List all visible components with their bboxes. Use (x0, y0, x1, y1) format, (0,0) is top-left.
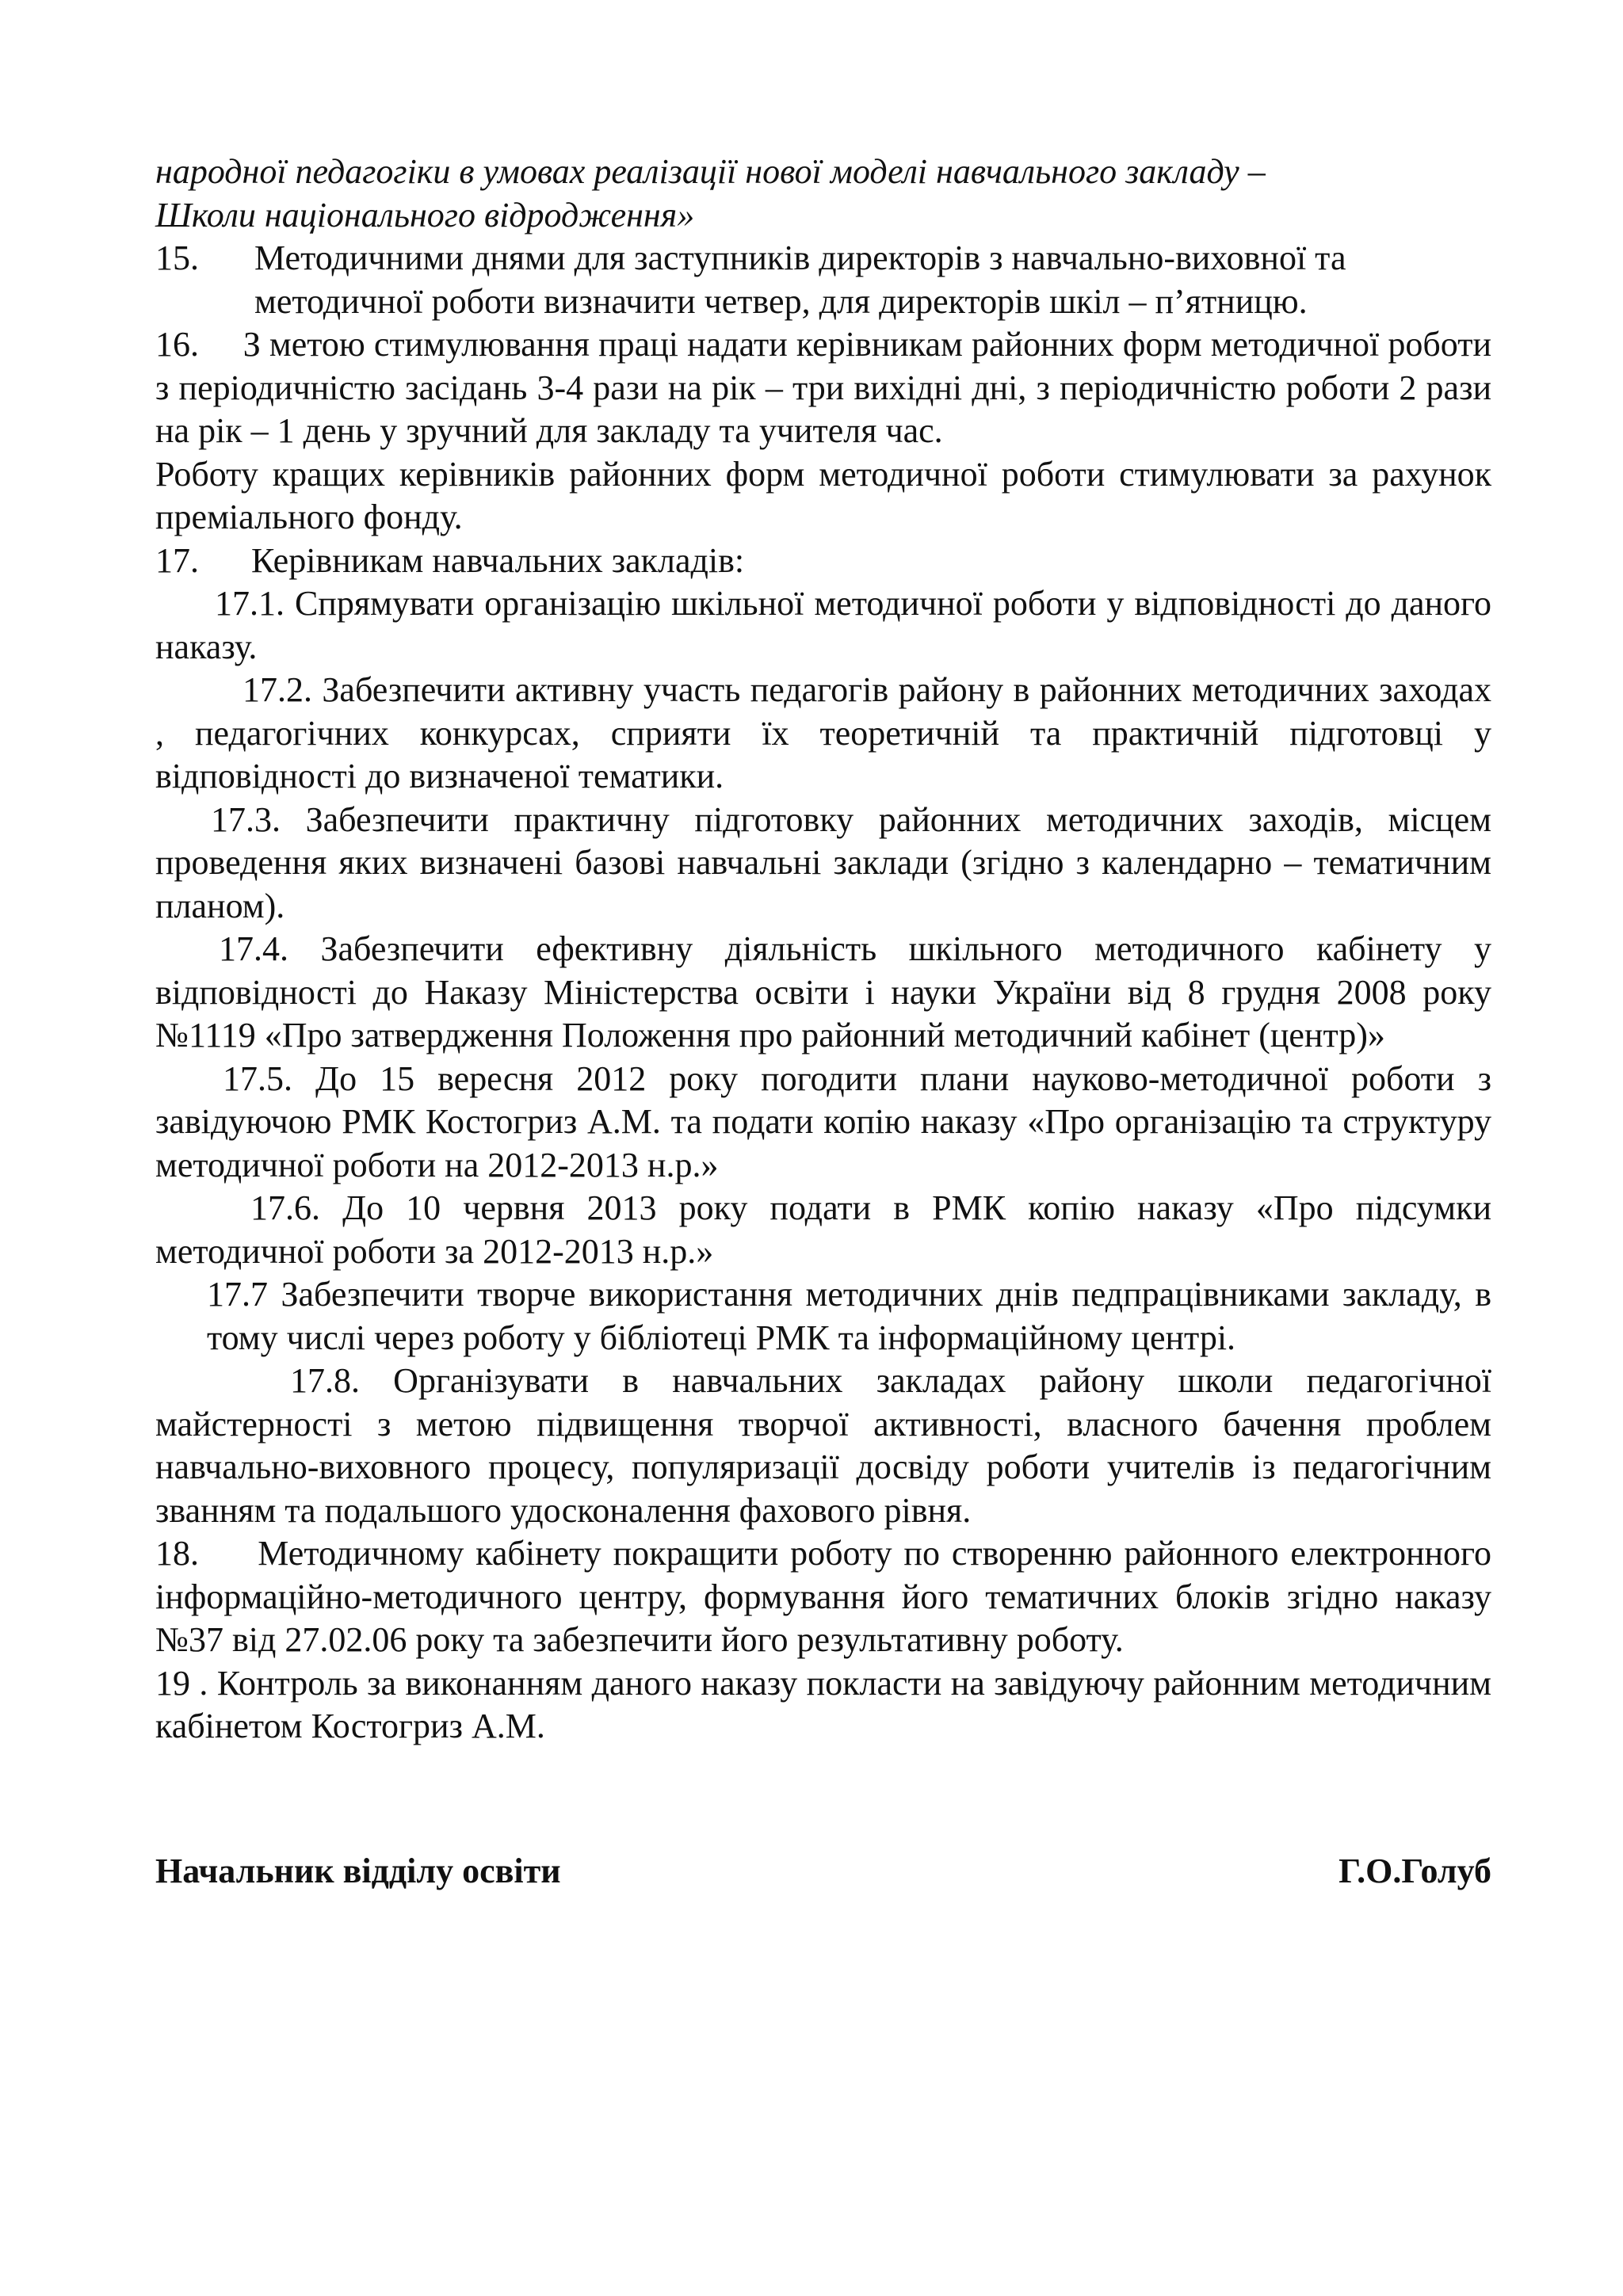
document-page (155, 151, 1491, 1893)
paragraph-15-number: 15. (155, 238, 199, 277)
paragraph-18 (155, 1532, 1491, 1662)
paragraph-17-7: 17.7 Забезпечити творче використання методичних днів педпрацівниками закладу, в тому числі через роботу у бібліотеці РМК та інформаційному центрі. (207, 1275, 1491, 1357)
paragraph-15-text: Методичними днями для заступників директорів з навчально-виховної та методичної роботи визначити четвер, для директорів шкіл – п’ятницю. (254, 238, 1346, 321)
spacer (155, 1749, 1491, 1850)
paragraph-17-3: 17.3. Забезпечити практичну підготовку районних методичних заходів, місцем проведення яких визначені базові навчальні заклади (згідно з календарно – тематичним планом). (155, 799, 1491, 925)
paragraph-17-8: 17.8. Організувати в навчальних закладах району школи педагогічної майстерності з метою підвищення творчої активності, власного бачення проблем навчально-виховного процесу, популяризації досвіду роботи учителів із педагогічним званням та подальшого удосконалення фахового рівня. (155, 1361, 1491, 1530)
intro-line-2: Школи національного відродження» (155, 195, 695, 235)
paragraph-17-text: Керівникам навчальних закладів: (251, 540, 745, 580)
paragraph-16-text: З метою стимулювання праці надати керівникам районних форм методичної роботи з періодичністю засідань 3-4 рази на рік – три вихідні дні, з періодичністю роботи 2 рази на рік – 1 день у зручний для закладу та учителя час. (155, 325, 1491, 450)
paragraph-19: 19 . Контроль за виконанням даного наказу покласти на завідуючу районним методичним кабінетом Костогриз А.М. (155, 1663, 1491, 1745)
paragraph-18-text: Методичному кабінету покращити роботу по створенню районного електронного інформаційно-методичного центру, формування його тематичних блоків згідно наказу №37 від 27.02.06 року та забезпечити його результативну роботу. (155, 1534, 1491, 1659)
signature-position: Начальник відділу освіти (155, 1851, 561, 1890)
intro-line-1: народної педагогіки в умовах реалізації нової моделі навчального закладу – (155, 152, 1266, 191)
paragraph-17-5: 17.5. До 15 вересня 2012 року погодити плани науково-методичної роботи з завідуючою РМК Костогриз А.М. та подати копію наказу «Про організацію та структуру методичної роботи на 2012-2013 н.р.» (155, 1058, 1491, 1184)
paragraph-17-2: 17.2. Забезпечити активну участь педагогів району в районних методичних заходах , педагогічних конкурсах, сприяти їх теоретичній та практичній підготовці у відповідності до визначеної тематики. (155, 670, 1491, 795)
paragraph-16-number: 16. (155, 325, 199, 364)
paragraph-17-6: 17.6. До 10 червня 2013 року подати в РМК копію наказу «Про підсумки методичної роботи за 2012-2013 н.р.» (155, 1188, 1491, 1271)
signature-name: Г.О.Голуб (1338, 1851, 1491, 1890)
paragraph-18-number: 18. (155, 1534, 199, 1573)
paragraph-17-1: 17.1. Спрямувати організацію шкільної методичної роботи у відповідності до даного наказу. (155, 584, 1491, 666)
paragraph-17 (155, 540, 1491, 583)
paragraph-17-number: 17. (155, 540, 199, 580)
paragraph-16 (155, 323, 1491, 453)
paragraph-15 (155, 237, 1491, 323)
paragraph-17-4: 17.4. Забезпечити ефективну діяльність шкільного методичного кабінету у відповідності до Наказу Міністерства освіти і науки України від 8 грудня 2008 року №1119 «Про затвердження Положення про районний методичний кабінет (центр)» (155, 929, 1491, 1055)
signature-block (155, 1850, 1491, 1893)
paragraph-16-continued: Роботу кращих керівників районних форм методичної роботи стимулювати за рахунок преміального фонду. (155, 454, 1491, 536)
